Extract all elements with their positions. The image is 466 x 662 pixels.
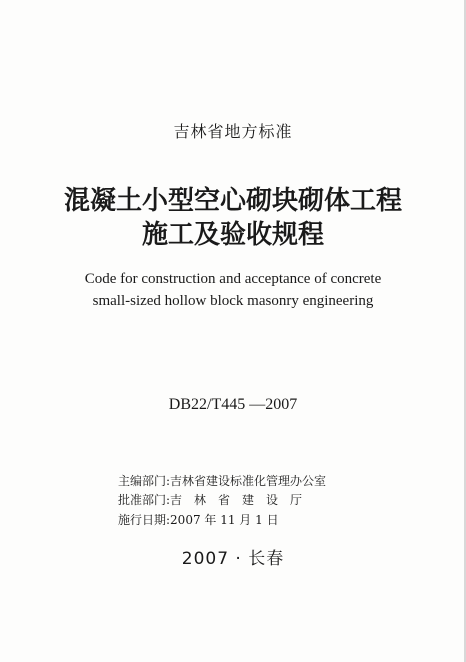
standard-type: 吉林省地方标准 xyxy=(173,122,293,141)
approver-label: 批准部门: xyxy=(118,493,171,507)
title-line-2: 施工及验收规程 xyxy=(141,220,324,250)
english-title-line-2: small-sized hollow block masonry engineering xyxy=(92,293,374,309)
standard-code: DB22/T445 —2007 xyxy=(168,396,298,413)
effective-label: 施行日期: xyxy=(118,513,171,527)
title-line-1: 混凝土小型空心砌块砌体工程 xyxy=(63,186,402,216)
effective-value: 2007 年 11 月 1 日 xyxy=(170,513,279,527)
publication-footer: 2007 · 长春 xyxy=(181,549,285,569)
editor-value: 吉林省建设标准化管理办公室 xyxy=(170,474,327,488)
english-title-line-1: Code for construction and acceptance of concrete xyxy=(84,271,382,287)
editor-department xyxy=(118,472,326,489)
approver-value: 吉 林 省 建 设 厅 xyxy=(170,493,303,507)
editor-label: 主编部门: xyxy=(118,474,171,488)
approver-department xyxy=(118,491,302,508)
effective-date xyxy=(118,511,279,528)
